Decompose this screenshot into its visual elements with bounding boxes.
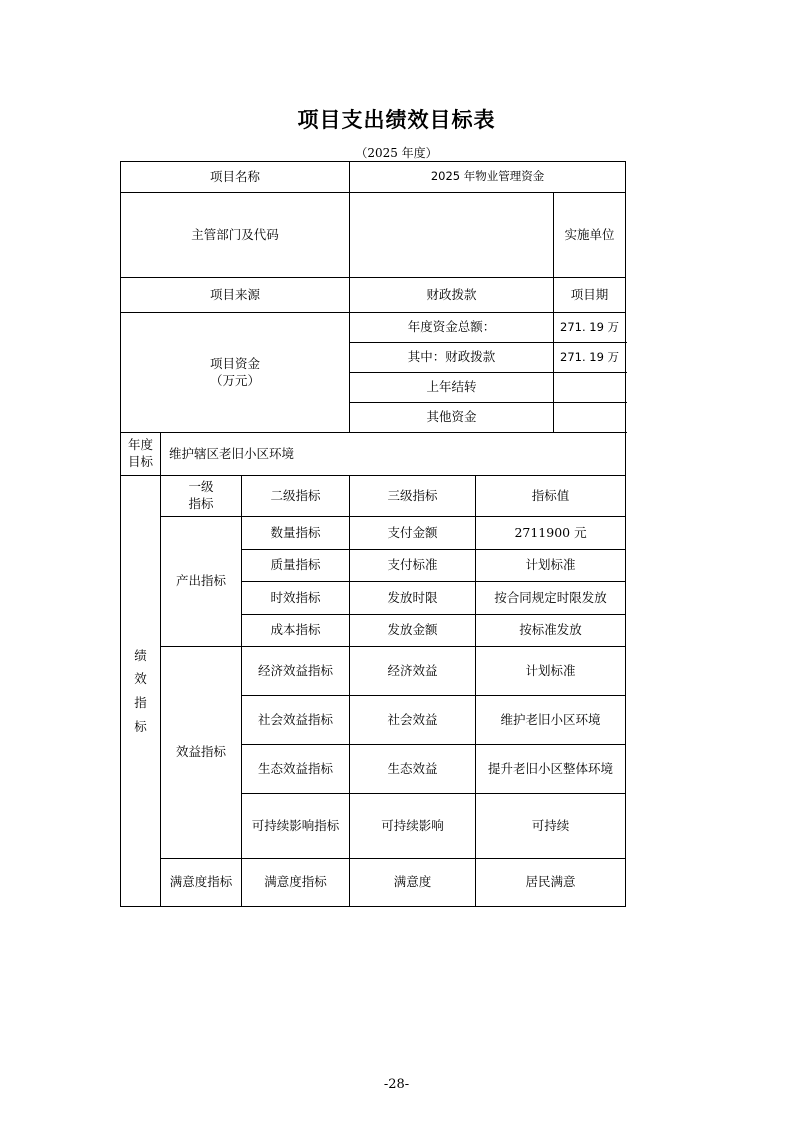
level2-indicator: 生态效益指标 — [242, 745, 350, 794]
annual-total-label: 年度资金总额： — [350, 313, 554, 343]
page-number: -28- — [383, 1077, 410, 1092]
annual-goal-label-line1: 年度 — [127, 437, 153, 453]
indicator-value: 提升老旧小区整体环境 — [476, 745, 626, 794]
performance-label-char: 效 — [134, 671, 147, 687]
project-source-label: 项目来源 — [121, 278, 350, 313]
annual-goal-row — [121, 433, 626, 476]
annual-goal-label-line2: 目标 — [127, 454, 153, 470]
year-label: （2025 年度） — [355, 146, 438, 160]
project-name-row — [121, 162, 626, 193]
project-funds-label-line1: 项目资金 — [210, 355, 261, 371]
benefit-indicators-label: 效益指标 — [161, 647, 242, 859]
level2-indicator: 经济效益指标 — [242, 647, 350, 696]
level3-indicator: 支付金额 — [350, 517, 476, 550]
department-row — [121, 193, 626, 278]
source-row — [121, 278, 626, 313]
indicator-header-row — [121, 476, 626, 517]
project-name-label: 项目名称 — [121, 162, 350, 193]
level3-indicator: 生态效益 — [350, 745, 476, 794]
header-level3: 三级指标 — [350, 476, 476, 517]
other-funds-label: 其他资金 — [350, 403, 554, 433]
table-row — [121, 859, 626, 907]
project-funds-label-line2: （万元） — [210, 372, 261, 388]
performance-indicators-label — [121, 476, 161, 907]
header-level1-line1: 一级 — [188, 479, 214, 495]
department-value — [350, 193, 554, 278]
annual-total-value: 271. 19 万 — [554, 313, 626, 343]
indicator-value: 按合同规定时限发放 — [476, 582, 626, 615]
level2-indicator: 满意度指标 — [242, 859, 350, 907]
other-funds-value — [554, 403, 626, 433]
satisfaction-indicators-label: 满意度指标 — [161, 859, 242, 907]
level2-indicator: 可持续影响指标 — [242, 794, 350, 859]
carryover-label: 上年结转 — [350, 373, 554, 403]
indicator-value: 计划标准 — [476, 647, 626, 696]
header-level2: 二级指标 — [242, 476, 350, 517]
project-source-value: 财政拨款 — [350, 278, 554, 313]
indicator-value: 维护老旧小区环境 — [476, 696, 626, 745]
project-name-value: 2025 年物业管理资金 — [350, 162, 626, 193]
level2-indicator: 数量指标 — [242, 517, 350, 550]
funds-total-row — [121, 313, 626, 343]
performance-label-char: 指 — [134, 695, 147, 711]
level2-indicator: 社会效益指标 — [242, 696, 350, 745]
level2-indicator: 成本指标 — [242, 615, 350, 647]
performance-label-char: 标 — [134, 718, 147, 734]
level3-indicator: 发放金额 — [350, 615, 476, 647]
annual-goal-text: 维护辖区老旧小区环境 — [161, 433, 626, 476]
level3-indicator: 满意度 — [350, 859, 476, 907]
level3-indicator: 发放时限 — [350, 582, 476, 615]
level3-indicator: 经济效益 — [350, 647, 476, 696]
carryover-value — [554, 373, 626, 403]
indicator-value: 居民满意 — [476, 859, 626, 907]
header-level1 — [161, 476, 242, 517]
fiscal-allocation-label: 其中：财政拨款 — [350, 343, 554, 373]
level2-indicator: 质量指标 — [242, 550, 350, 582]
annual-goal-label — [121, 433, 161, 476]
indicator-value: 按标准发放 — [476, 615, 626, 647]
project-period-label: 项目期 — [554, 278, 626, 313]
document-title: 项目支出绩效目标表 — [297, 107, 496, 132]
header-level1-line2: 指标 — [188, 496, 214, 512]
fiscal-allocation-value: 271. 19 万 — [554, 343, 626, 373]
level3-indicator: 社会效益 — [350, 696, 476, 745]
table-row — [121, 517, 626, 550]
indicator-value: 可持续 — [476, 794, 626, 859]
level2-indicator: 时效指标 — [242, 582, 350, 615]
table-row — [121, 647, 626, 696]
output-indicators-label: 产出指标 — [161, 517, 242, 647]
performance-target-table — [120, 161, 626, 907]
indicator-value: 计划标准 — [476, 550, 626, 582]
header-indicator-value: 指标值 — [476, 476, 626, 517]
implementing-unit-label: 实施单位 — [554, 193, 626, 278]
project-funds-label — [121, 313, 350, 433]
department-label: 主管部门及代码 — [121, 193, 350, 278]
level3-indicator: 支付标准 — [350, 550, 476, 582]
performance-label-char: 绩 — [134, 647, 147, 663]
indicator-value: 2711900 元 — [476, 517, 626, 550]
level3-indicator: 可持续影响 — [350, 794, 476, 859]
